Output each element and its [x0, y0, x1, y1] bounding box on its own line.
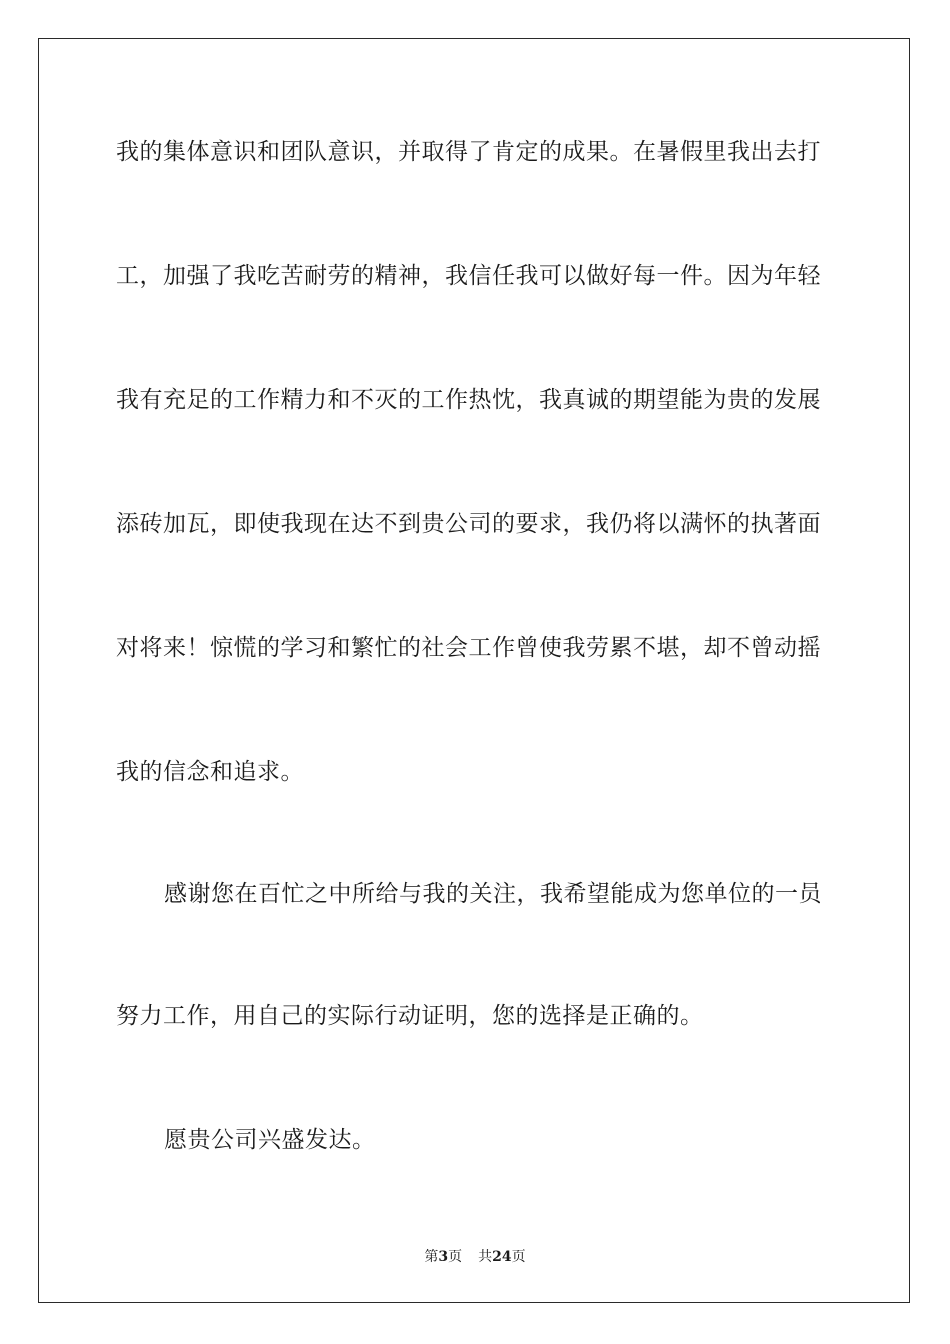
body-line-2: 工，加强了我吃苦耐劳的精神，我信任我可以做好每一件。因为年轻 [116, 263, 821, 289]
body-line-3: 我有充足的工作精力和不灭的工作热忱，我真诚的期望能为贵的发展 [116, 387, 821, 413]
body-line-4: 添砖加瓦，即使我现在达不到贵公司的要求，我仍将以满怀的执著面 [116, 511, 821, 537]
page-border [38, 38, 910, 1303]
body-line-7: 感谢您在百忙之中所给与我的关注，我希望能成为您单位的一员 [164, 881, 822, 907]
page-number: 3 [438, 1249, 449, 1265]
body-line-8: 努力工作，用自己的实际行动证明，您的选择是正确的。 [116, 1003, 704, 1029]
total-suffix: 页 [511, 1249, 526, 1265]
body-line-5: 对将来！惊慌的学习和繁忙的社会工作曾使我劳累不堪，却不曾动摇 [116, 635, 821, 661]
body-line-1: 我的集体意识和团队意识，并取得了肯定的成果。在暑假里我出去打 [116, 139, 821, 165]
page-footer [0, 1246, 950, 1266]
total-pages: 24 [492, 1249, 512, 1265]
total-prefix: 共 [478, 1249, 493, 1265]
body-line-9: 愿贵公司兴盛发达。 [164, 1127, 376, 1153]
page-prefix: 第 [424, 1249, 439, 1265]
page-suffix: 页 [448, 1249, 463, 1265]
body-line-6: 我的信念和追求。 [116, 759, 304, 785]
